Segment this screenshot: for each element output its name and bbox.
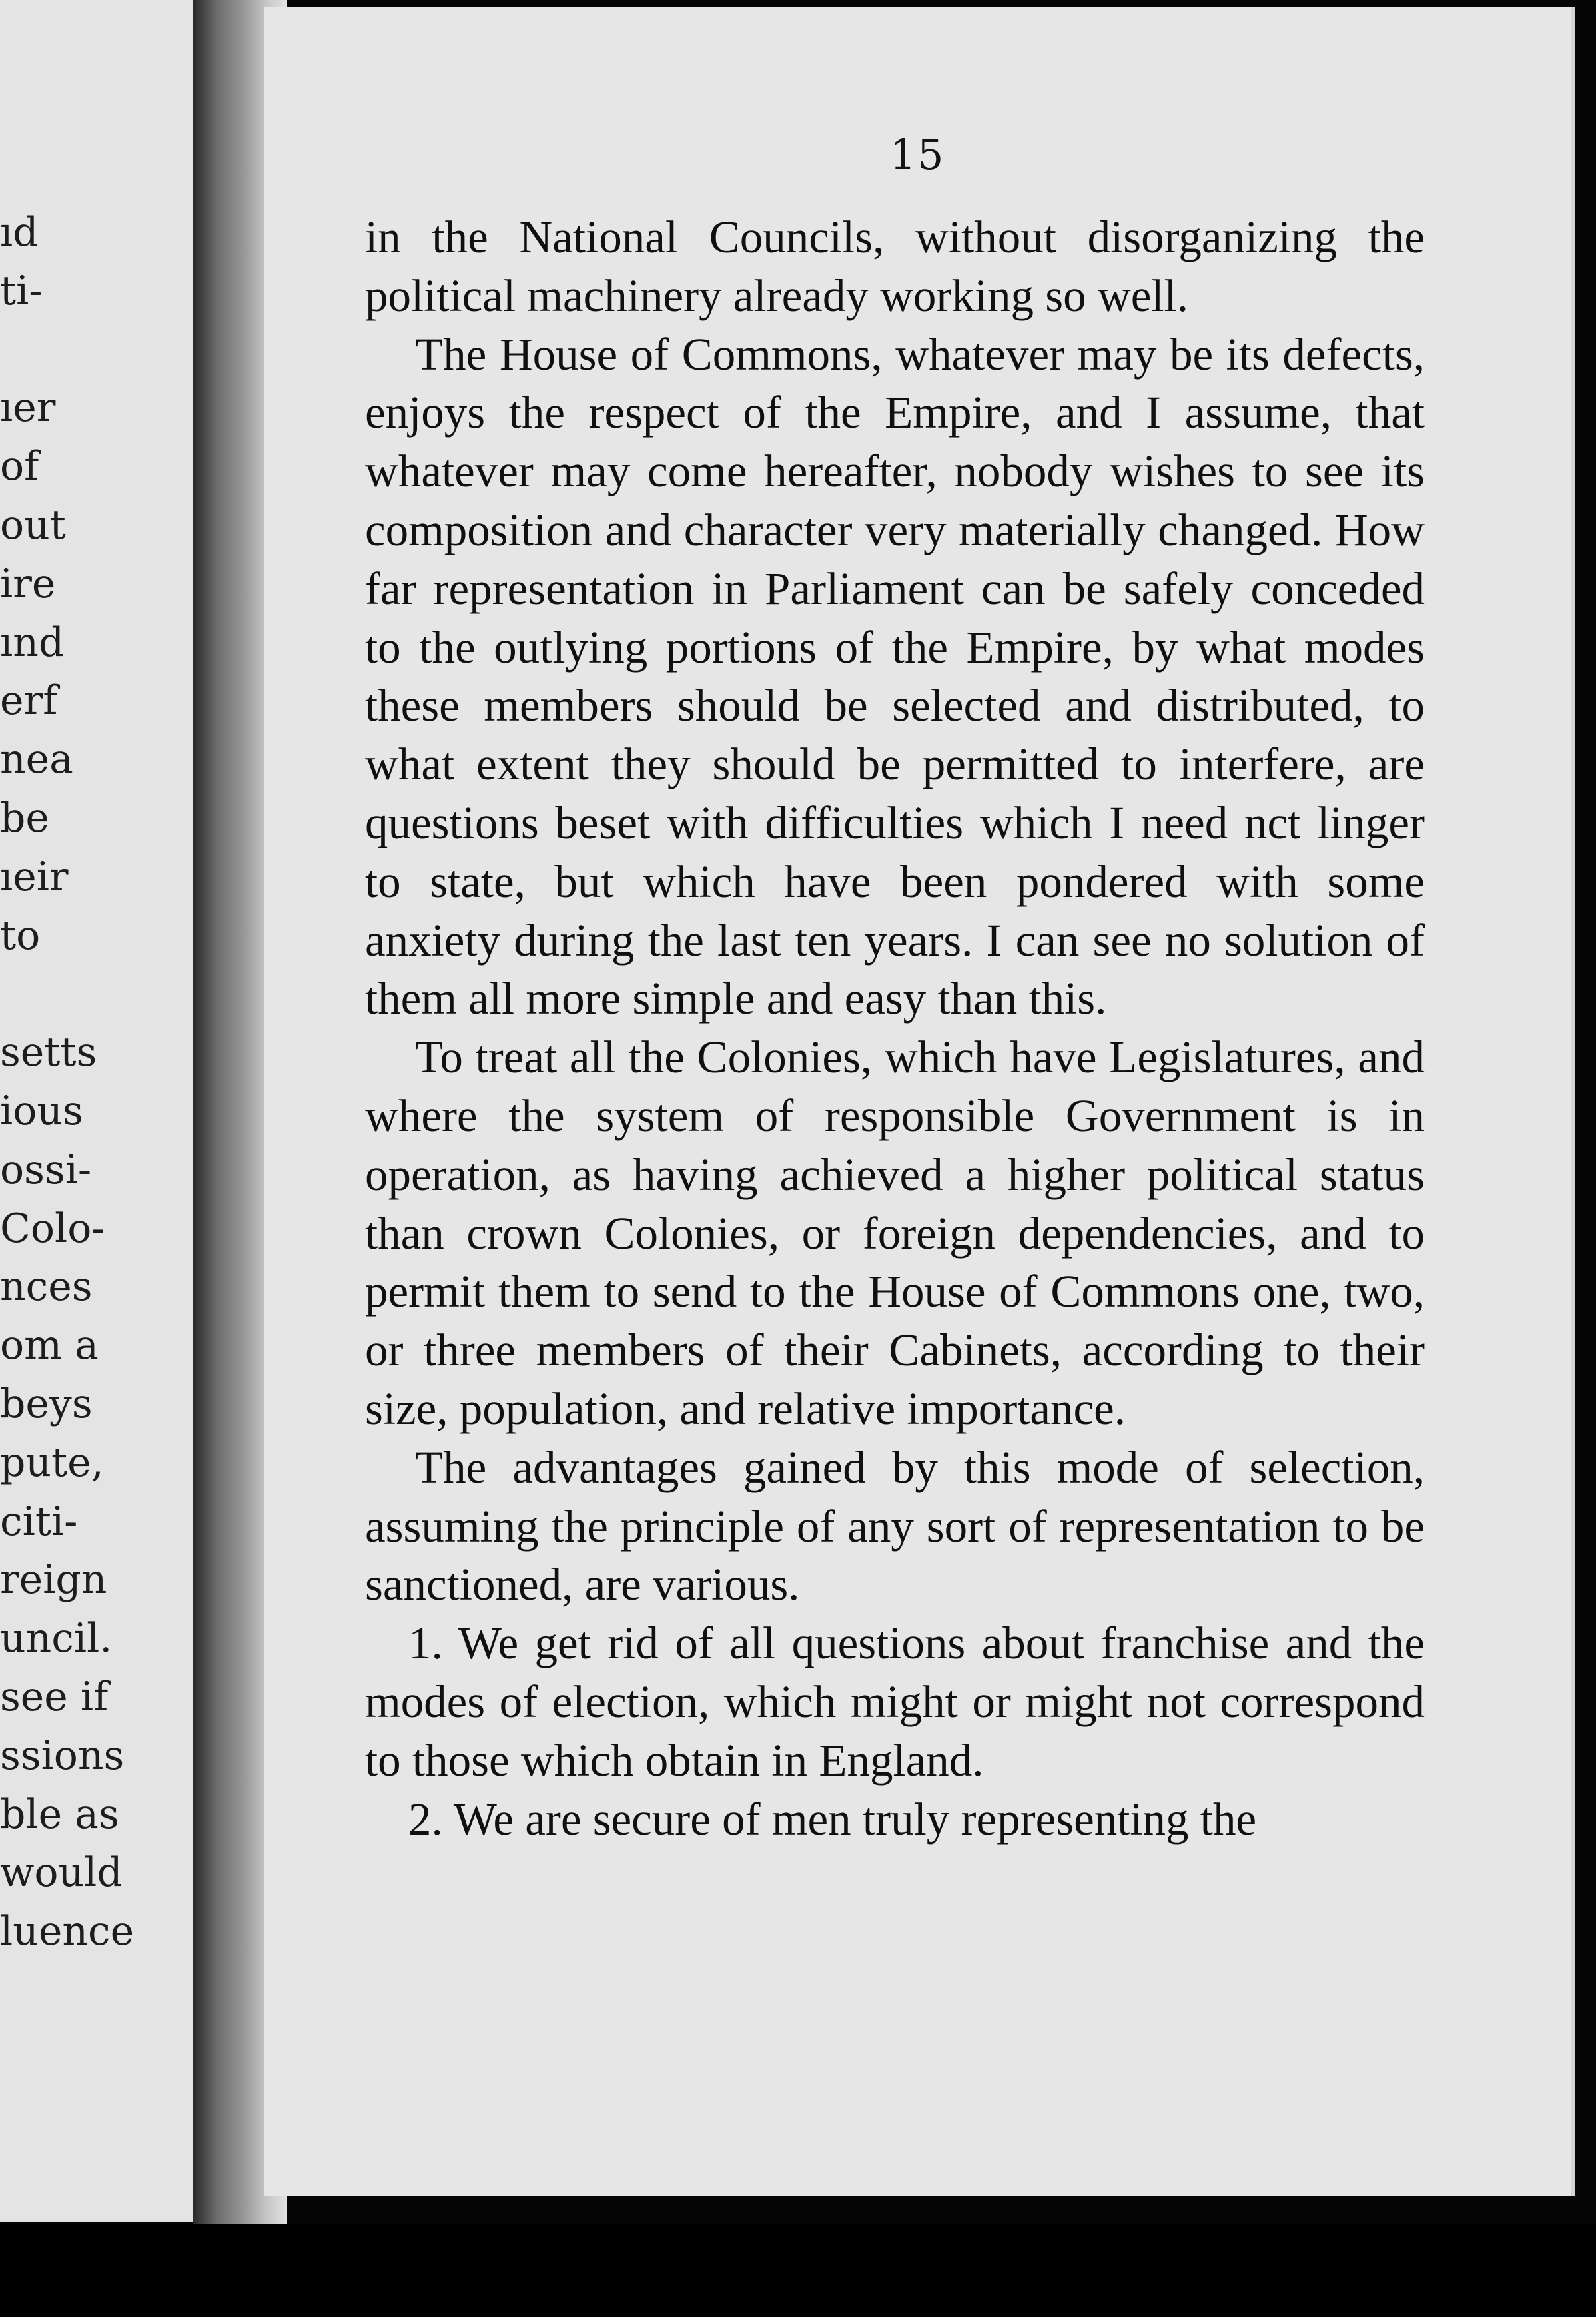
- left-page-fragment: to: [0, 912, 41, 959]
- left-page-fragment: ious: [0, 1087, 83, 1134]
- left-page-fragment: be: [0, 794, 49, 842]
- left-page-fragment: Colo-: [0, 1205, 105, 1252]
- left-page-fragment: uncil.: [0, 1615, 113, 1662]
- left-page-fragment: reign: [0, 1556, 107, 1604]
- list-item-1: 1. We get rid of all questions about franchise and the modes of election, which might or might not correspond to those which obtain in England.: [365, 1618, 1425, 1786]
- paragraph-house-of-commons: The House of Commons, whatever may be its defects, enjoys the respect of the Empire, and I assume, that whatever may come hereafter, nobody wishes to see its composition and character very materially changed. How far representation in Parliament can be safely conceded to the outlying portions of the Empire, by what modes these members should be selected and distributed, to what extent they should be permitted to interfere, are questions beset with difficulties which I need nct linger to state, but which have been pondered with some anxiety during the last ten years. I can see no solution of them all more simple and easy than this.: [365, 328, 1425, 1024]
- left-page-fragment: nea: [0, 736, 73, 783]
- left-page-fragment: erf: [0, 677, 58, 725]
- left-page-fragment: citi-: [0, 1498, 78, 1545]
- right-page: [264, 7, 1575, 2196]
- list-item-2: 2. We are secure of men truly representing the: [408, 1793, 1257, 1845]
- left-page-fragment: luence: [0, 1908, 135, 1955]
- left-page-fragment: nces: [0, 1263, 93, 1311]
- paragraph-continuation: in the National Councils, without disorganizing the political machinery already working so well.: [365, 212, 1425, 321]
- left-page-fragment: ble as: [0, 1790, 119, 1838]
- left-page-fragment: ti-: [0, 267, 43, 314]
- page-number: 15: [889, 130, 945, 179]
- left-page-fragment: ire: [0, 560, 56, 607]
- left-page-fragment: ıer: [0, 384, 56, 432]
- left-page-fragment: ossi-: [0, 1146, 92, 1193]
- left-page-fragment: ıd: [0, 209, 39, 256]
- left-page-text-fragments: [0, 204, 214, 1961]
- left-page-fragment: ssions: [0, 1732, 125, 1779]
- left-page-fragment: beys: [0, 1380, 93, 1427]
- left-page-fragment: ıeir: [0, 853, 69, 900]
- paragraph-treat-colonies: To treat all the Colonies, which have Legislatures, and where the system of responsible Government is in operation, as having achieved a higher political status than crown Colonies, or foreign dependencies, and to permit them to send to the House of Commons one, two, or three members of their Cabinets, according to their size, population, and relative importance.: [365, 1032, 1425, 1434]
- left-page-fragment: see if: [0, 1673, 109, 1720]
- left-page-fragment: pute,: [0, 1439, 104, 1486]
- left-page-gap: [0, 321, 214, 380]
- left-page-fragment: ınd: [0, 619, 65, 666]
- left-page-fragment: setts: [0, 1029, 97, 1076]
- page-body-text: [365, 208, 1425, 1849]
- left-page-fragment: om a: [0, 1322, 99, 1369]
- left-page-fragment: out: [0, 501, 66, 549]
- left-page-fragment: would: [0, 1849, 123, 1897]
- paragraph-advantages: The advantages gained by this mode of selection, assuming the principle of any sort of representation to be sanctioned, are various.: [365, 1441, 1425, 1610]
- left-page-gap: [0, 965, 214, 1024]
- left-page-edge: [0, 0, 220, 2222]
- left-page-fragment: of: [0, 443, 39, 490]
- scan-bottom-edge: [0, 2224, 1596, 2317]
